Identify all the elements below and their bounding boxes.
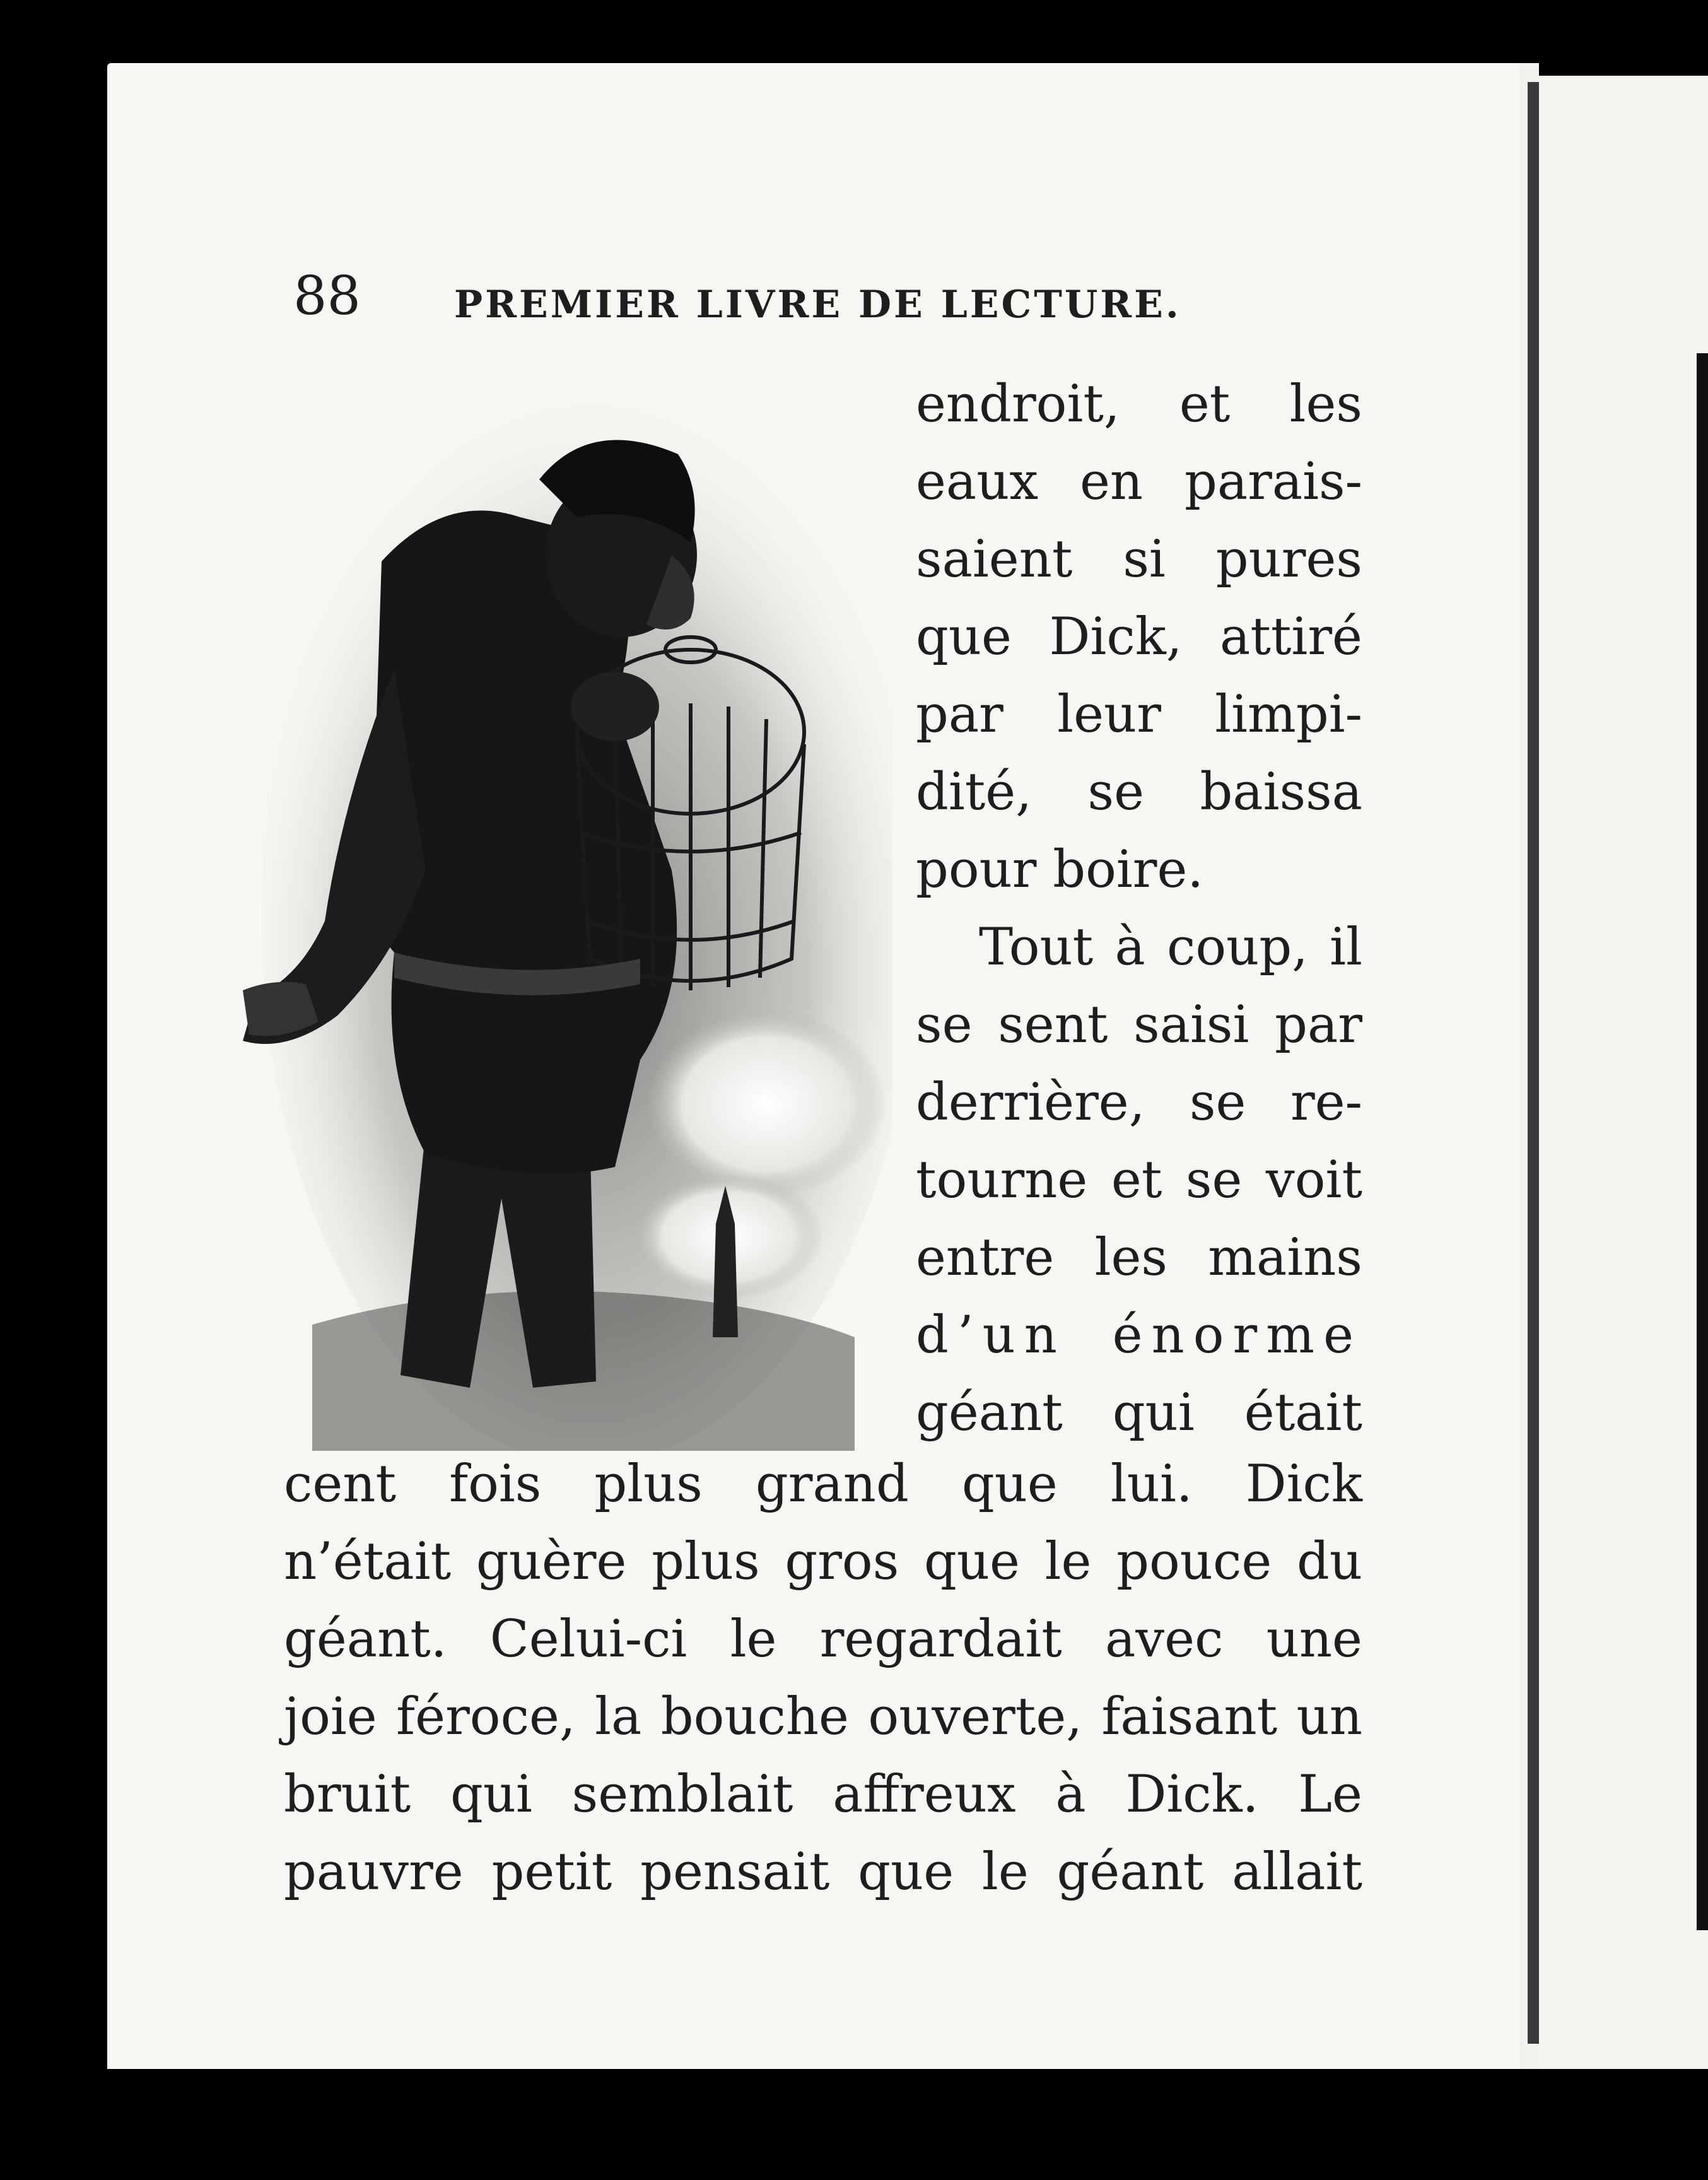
- text-line: par leur limpi-: [916, 685, 1362, 744]
- text-line: tourne et se voit: [916, 1151, 1362, 1210]
- text-line: géant. Celui-ci le regardait avec une: [284, 1610, 1362, 1669]
- text-line: entre les mains: [916, 1228, 1362, 1287]
- text-line: endroit, et les: [916, 375, 1362, 434]
- facing-page-edge: [1697, 353, 1708, 1930]
- text-line: se sent saisi par: [916, 995, 1362, 1055]
- text-line: que Dick, attiré: [916, 607, 1362, 667]
- page-number: 88: [293, 265, 361, 327]
- text-line: dité, se baissa: [916, 763, 1362, 822]
- text-line: bruit qui semblait affreux à Dick. Le: [284, 1765, 1362, 1824]
- text-line: pour boire.: [916, 840, 1204, 900]
- running-head: PREMIER LIVRE DE LECTURE.: [454, 283, 1181, 327]
- full-width-text: [284, 1446, 1362, 1911]
- text-line: eaux en parais-: [916, 452, 1362, 512]
- text-line: derrière, se re-: [916, 1073, 1362, 1132]
- right-column-text: [916, 366, 1362, 1452]
- text-line: pauvre petit pensait que le géant allait: [284, 1843, 1362, 1902]
- page-gutter: [1528, 82, 1539, 2044]
- text-line: joie féroce, la bouche ouverte, faisant un: [284, 1687, 1362, 1747]
- text-line: saient si pures: [916, 530, 1362, 589]
- scan-border: [0, 2069, 1708, 2180]
- text-line: cent fois plus grand que lui. Dick: [284, 1455, 1362, 1514]
- text-line: n’était guère plus gros que le pouce du: [284, 1532, 1362, 1591]
- facing-page: [1539, 76, 1708, 2075]
- text-line: géant qui était: [916, 1383, 1362, 1443]
- text-line: Tout à coup, il: [979, 918, 1362, 977]
- text-line: d’un énorme: [916, 1306, 1362, 1365]
- giant-illustration: [237, 353, 892, 1451]
